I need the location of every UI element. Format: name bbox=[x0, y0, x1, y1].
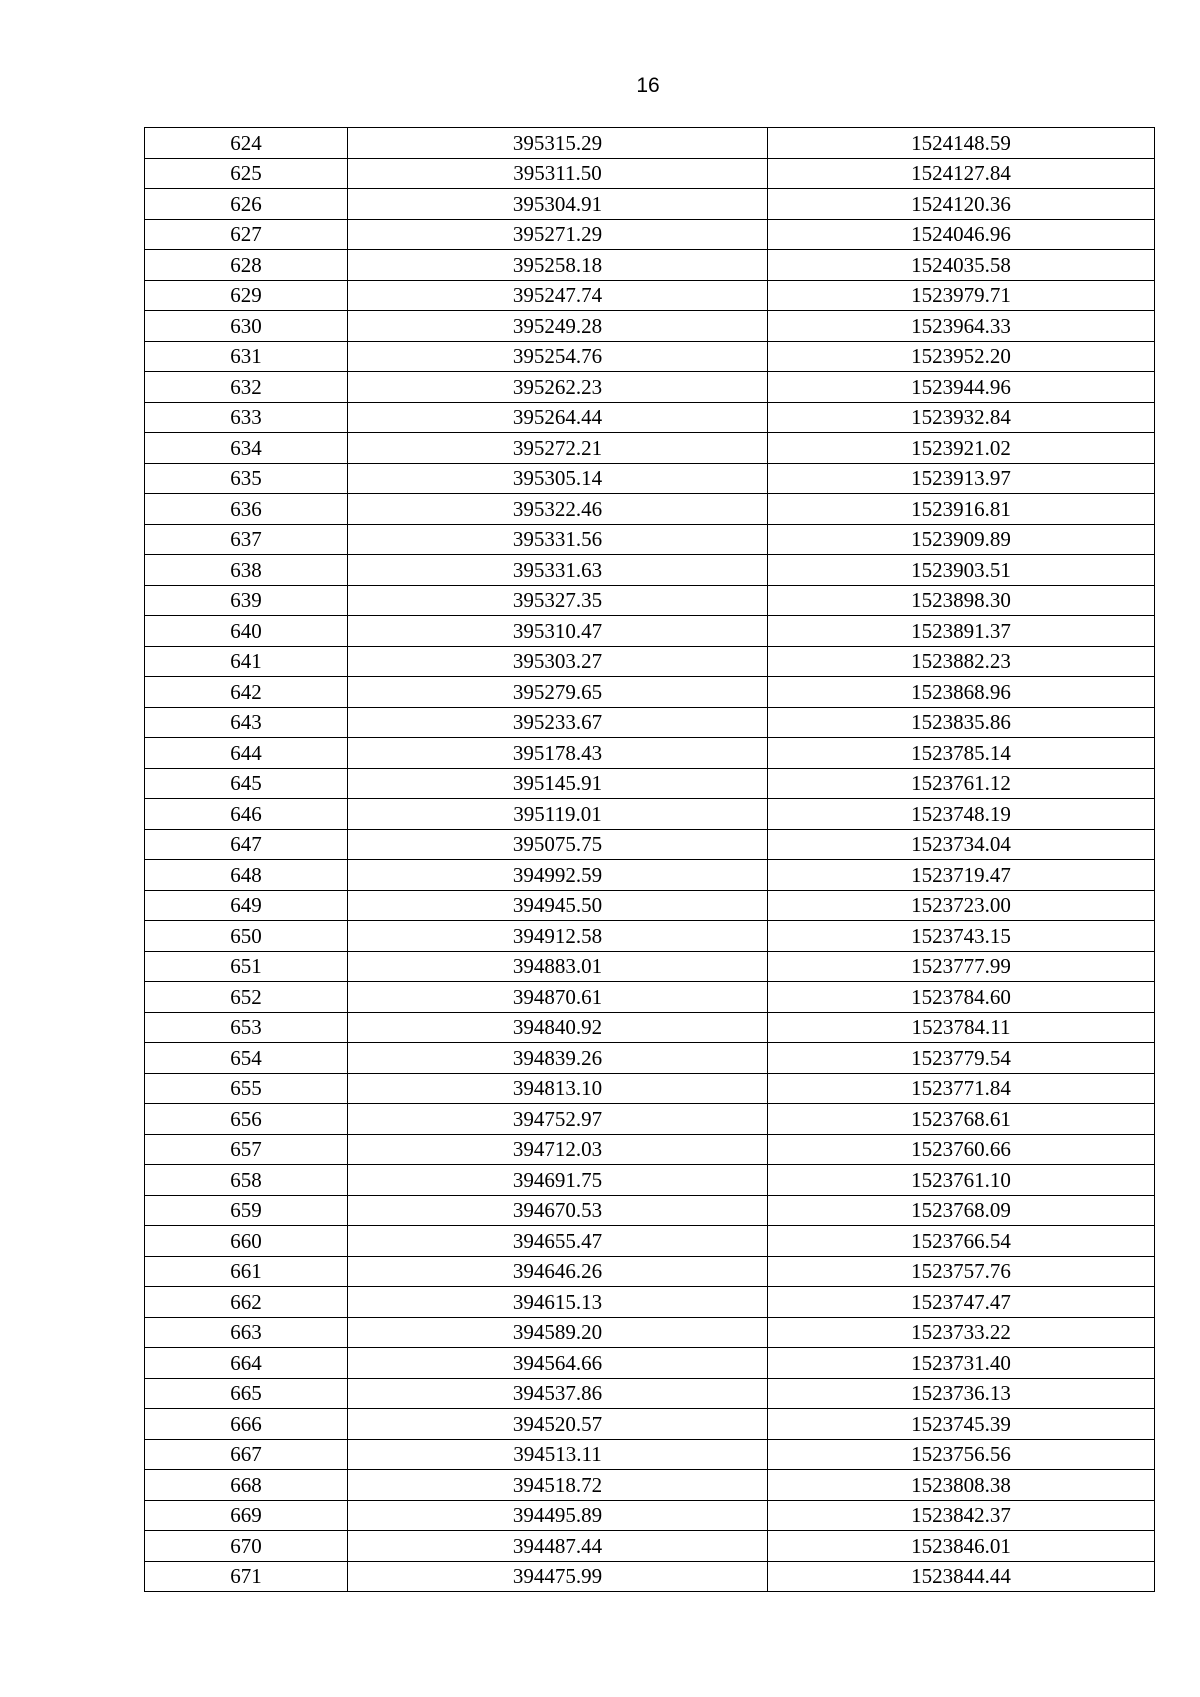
y-coordinate-cell: 1523903.51 bbox=[768, 555, 1155, 586]
table-row bbox=[145, 1500, 1155, 1531]
table-row bbox=[145, 921, 1155, 952]
point-number-cell: 629 bbox=[145, 280, 348, 311]
table-row bbox=[145, 219, 1155, 250]
point-number-cell: 626 bbox=[145, 189, 348, 220]
x-coordinate-cell: 394992.59 bbox=[348, 860, 768, 891]
table-row bbox=[145, 189, 1155, 220]
table-row bbox=[145, 951, 1155, 982]
x-coordinate-cell: 395233.67 bbox=[348, 707, 768, 738]
table-row bbox=[145, 1531, 1155, 1562]
y-coordinate-cell: 1523784.60 bbox=[768, 982, 1155, 1013]
x-coordinate-cell: 394840.92 bbox=[348, 1012, 768, 1043]
x-coordinate-cell: 394912.58 bbox=[348, 921, 768, 952]
y-coordinate-cell: 1523921.02 bbox=[768, 433, 1155, 464]
table-row bbox=[145, 890, 1155, 921]
point-number-cell: 624 bbox=[145, 128, 348, 159]
table-row bbox=[145, 524, 1155, 555]
table-row bbox=[145, 1073, 1155, 1104]
y-coordinate-cell: 1523756.56 bbox=[768, 1439, 1155, 1470]
point-number-cell: 644 bbox=[145, 738, 348, 769]
page-number: 16 bbox=[636, 74, 660, 97]
y-coordinate-cell: 1524120.36 bbox=[768, 189, 1155, 220]
y-coordinate-cell: 1523768.61 bbox=[768, 1104, 1155, 1135]
y-coordinate-cell: 1523944.96 bbox=[768, 372, 1155, 403]
table-row bbox=[145, 1043, 1155, 1074]
table-row bbox=[145, 372, 1155, 403]
point-number-cell: 627 bbox=[145, 219, 348, 250]
x-coordinate-cell: 395303.27 bbox=[348, 646, 768, 677]
table-row bbox=[145, 494, 1155, 525]
x-coordinate-cell: 395254.76 bbox=[348, 341, 768, 372]
point-number-cell: 650 bbox=[145, 921, 348, 952]
point-number-cell: 662 bbox=[145, 1287, 348, 1318]
y-coordinate-cell: 1523768.09 bbox=[768, 1195, 1155, 1226]
x-coordinate-cell: 395310.47 bbox=[348, 616, 768, 647]
y-coordinate-cell: 1523952.20 bbox=[768, 341, 1155, 372]
y-coordinate-cell: 1523846.01 bbox=[768, 1531, 1155, 1562]
table-row bbox=[145, 860, 1155, 891]
y-coordinate-cell: 1523771.84 bbox=[768, 1073, 1155, 1104]
y-coordinate-cell: 1523932.84 bbox=[768, 402, 1155, 433]
x-coordinate-cell: 394646.26 bbox=[348, 1256, 768, 1287]
table-row bbox=[145, 1287, 1155, 1318]
y-coordinate-cell: 1523835.86 bbox=[768, 707, 1155, 738]
x-coordinate-cell: 395322.46 bbox=[348, 494, 768, 525]
table-row bbox=[145, 1317, 1155, 1348]
point-number-cell: 642 bbox=[145, 677, 348, 708]
point-number-cell: 663 bbox=[145, 1317, 348, 1348]
table-row bbox=[145, 250, 1155, 281]
point-number-cell: 636 bbox=[145, 494, 348, 525]
y-coordinate-cell: 1524127.84 bbox=[768, 158, 1155, 189]
y-coordinate-cell: 1523785.14 bbox=[768, 738, 1155, 769]
y-coordinate-cell: 1523733.22 bbox=[768, 1317, 1155, 1348]
point-number-cell: 659 bbox=[145, 1195, 348, 1226]
y-coordinate-cell: 1523979.71 bbox=[768, 280, 1155, 311]
point-number-cell: 648 bbox=[145, 860, 348, 891]
table-row bbox=[145, 585, 1155, 616]
y-coordinate-cell: 1523743.15 bbox=[768, 921, 1155, 952]
table-row bbox=[145, 1378, 1155, 1409]
table-row bbox=[145, 1470, 1155, 1501]
point-number-cell: 654 bbox=[145, 1043, 348, 1074]
y-coordinate-cell: 1523842.37 bbox=[768, 1500, 1155, 1531]
y-coordinate-cell: 1523964.33 bbox=[768, 311, 1155, 342]
y-coordinate-cell: 1523808.38 bbox=[768, 1470, 1155, 1501]
x-coordinate-cell: 395262.23 bbox=[348, 372, 768, 403]
point-number-cell: 633 bbox=[145, 402, 348, 433]
table-row bbox=[145, 707, 1155, 738]
table-row bbox=[145, 402, 1155, 433]
y-coordinate-cell: 1523745.39 bbox=[768, 1409, 1155, 1440]
point-number-cell: 638 bbox=[145, 555, 348, 586]
x-coordinate-cell: 394752.97 bbox=[348, 1104, 768, 1135]
table-row bbox=[145, 555, 1155, 586]
table-row bbox=[145, 799, 1155, 830]
x-coordinate-cell: 394518.72 bbox=[348, 1470, 768, 1501]
point-number-cell: 635 bbox=[145, 463, 348, 494]
x-coordinate-cell: 394813.10 bbox=[348, 1073, 768, 1104]
point-number-cell: 669 bbox=[145, 1500, 348, 1531]
x-coordinate-cell: 394870.61 bbox=[348, 982, 768, 1013]
table-row bbox=[145, 982, 1155, 1013]
y-coordinate-cell: 1523731.40 bbox=[768, 1348, 1155, 1379]
point-number-cell: 628 bbox=[145, 250, 348, 281]
x-coordinate-cell: 394883.01 bbox=[348, 951, 768, 982]
x-coordinate-cell: 394712.03 bbox=[348, 1134, 768, 1165]
y-coordinate-cell: 1523760.66 bbox=[768, 1134, 1155, 1165]
point-number-cell: 632 bbox=[145, 372, 348, 403]
x-coordinate-cell: 395327.35 bbox=[348, 585, 768, 616]
x-coordinate-cell: 395145.91 bbox=[348, 768, 768, 799]
y-coordinate-cell: 1523777.99 bbox=[768, 951, 1155, 982]
point-number-cell: 640 bbox=[145, 616, 348, 647]
y-coordinate-cell: 1523779.54 bbox=[768, 1043, 1155, 1074]
table-row bbox=[145, 280, 1155, 311]
y-coordinate-cell: 1523898.30 bbox=[768, 585, 1155, 616]
x-coordinate-cell: 395119.01 bbox=[348, 799, 768, 830]
table-row bbox=[145, 616, 1155, 647]
table-row bbox=[145, 1439, 1155, 1470]
point-number-cell: 649 bbox=[145, 890, 348, 921]
y-coordinate-cell: 1523747.47 bbox=[768, 1287, 1155, 1318]
table-row bbox=[145, 829, 1155, 860]
point-number-cell: 660 bbox=[145, 1226, 348, 1257]
y-coordinate-cell: 1523736.13 bbox=[768, 1378, 1155, 1409]
x-coordinate-cell: 395305.14 bbox=[348, 463, 768, 494]
y-coordinate-cell: 1524035.58 bbox=[768, 250, 1155, 281]
coordinates-table bbox=[144, 127, 1155, 1592]
x-coordinate-cell: 395315.29 bbox=[348, 128, 768, 159]
table-row bbox=[145, 463, 1155, 494]
x-coordinate-cell: 395178.43 bbox=[348, 738, 768, 769]
table-row bbox=[145, 1256, 1155, 1287]
y-coordinate-cell: 1523761.10 bbox=[768, 1165, 1155, 1196]
x-coordinate-cell: 395272.21 bbox=[348, 433, 768, 464]
point-number-cell: 651 bbox=[145, 951, 348, 982]
point-number-cell: 645 bbox=[145, 768, 348, 799]
x-coordinate-cell: 394513.11 bbox=[348, 1439, 768, 1470]
x-coordinate-cell: 395075.75 bbox=[348, 829, 768, 860]
x-coordinate-cell: 394564.66 bbox=[348, 1348, 768, 1379]
y-coordinate-cell: 1524148.59 bbox=[768, 128, 1155, 159]
x-coordinate-cell: 394839.26 bbox=[348, 1043, 768, 1074]
y-coordinate-cell: 1523723.00 bbox=[768, 890, 1155, 921]
table-row bbox=[145, 311, 1155, 342]
table-row bbox=[145, 1226, 1155, 1257]
x-coordinate-cell: 394475.99 bbox=[348, 1561, 768, 1592]
point-number-cell: 671 bbox=[145, 1561, 348, 1592]
point-number-cell: 631 bbox=[145, 341, 348, 372]
y-coordinate-cell: 1523757.76 bbox=[768, 1256, 1155, 1287]
point-number-cell: 625 bbox=[145, 158, 348, 189]
x-coordinate-cell: 395258.18 bbox=[348, 250, 768, 281]
point-number-cell: 668 bbox=[145, 1470, 348, 1501]
table-row bbox=[145, 341, 1155, 372]
y-coordinate-cell: 1523734.04 bbox=[768, 829, 1155, 860]
x-coordinate-cell: 395304.91 bbox=[348, 189, 768, 220]
x-coordinate-cell: 395331.63 bbox=[348, 555, 768, 586]
y-coordinate-cell: 1523761.12 bbox=[768, 768, 1155, 799]
point-number-cell: 634 bbox=[145, 433, 348, 464]
x-coordinate-cell: 395331.56 bbox=[348, 524, 768, 555]
point-number-cell: 655 bbox=[145, 1073, 348, 1104]
table-row bbox=[145, 1195, 1155, 1226]
point-number-cell: 666 bbox=[145, 1409, 348, 1440]
point-number-cell: 641 bbox=[145, 646, 348, 677]
point-number-cell: 653 bbox=[145, 1012, 348, 1043]
y-coordinate-cell: 1523766.54 bbox=[768, 1226, 1155, 1257]
table-row bbox=[145, 1561, 1155, 1592]
x-coordinate-cell: 395271.29 bbox=[348, 219, 768, 250]
x-coordinate-cell: 394691.75 bbox=[348, 1165, 768, 1196]
y-coordinate-cell: 1523913.97 bbox=[768, 463, 1155, 494]
x-coordinate-cell: 395311.50 bbox=[348, 158, 768, 189]
point-number-cell: 661 bbox=[145, 1256, 348, 1287]
point-number-cell: 646 bbox=[145, 799, 348, 830]
x-coordinate-cell: 395247.74 bbox=[348, 280, 768, 311]
x-coordinate-cell: 394670.53 bbox=[348, 1195, 768, 1226]
y-coordinate-cell: 1523748.19 bbox=[768, 799, 1155, 830]
y-coordinate-cell: 1523909.89 bbox=[768, 524, 1155, 555]
point-number-cell: 667 bbox=[145, 1439, 348, 1470]
table-row bbox=[145, 1348, 1155, 1379]
x-coordinate-cell: 394615.13 bbox=[348, 1287, 768, 1318]
y-coordinate-cell: 1524046.96 bbox=[768, 219, 1155, 250]
x-coordinate-cell: 395264.44 bbox=[348, 402, 768, 433]
x-coordinate-cell: 394495.89 bbox=[348, 1500, 768, 1531]
table-row bbox=[145, 1409, 1155, 1440]
point-number-cell: 664 bbox=[145, 1348, 348, 1379]
point-number-cell: 647 bbox=[145, 829, 348, 860]
y-coordinate-cell: 1523891.37 bbox=[768, 616, 1155, 647]
table-row bbox=[145, 433, 1155, 464]
table-row bbox=[145, 1165, 1155, 1196]
point-number-cell: 652 bbox=[145, 982, 348, 1013]
x-coordinate-cell: 394945.50 bbox=[348, 890, 768, 921]
x-coordinate-cell: 394537.86 bbox=[348, 1378, 768, 1409]
table-row bbox=[145, 1134, 1155, 1165]
table-row bbox=[145, 1012, 1155, 1043]
point-number-cell: 630 bbox=[145, 311, 348, 342]
y-coordinate-cell: 1523916.81 bbox=[768, 494, 1155, 525]
point-number-cell: 657 bbox=[145, 1134, 348, 1165]
point-number-cell: 656 bbox=[145, 1104, 348, 1135]
point-number-cell: 639 bbox=[145, 585, 348, 616]
x-coordinate-cell: 394589.20 bbox=[348, 1317, 768, 1348]
table-row bbox=[145, 128, 1155, 159]
table-row bbox=[145, 158, 1155, 189]
x-coordinate-cell: 394655.47 bbox=[348, 1226, 768, 1257]
y-coordinate-cell: 1523719.47 bbox=[768, 860, 1155, 891]
y-coordinate-cell: 1523868.96 bbox=[768, 677, 1155, 708]
coordinates-table-body bbox=[145, 128, 1155, 1592]
table-row bbox=[145, 738, 1155, 769]
table-row bbox=[145, 646, 1155, 677]
y-coordinate-cell: 1523844.44 bbox=[768, 1561, 1155, 1592]
point-number-cell: 670 bbox=[145, 1531, 348, 1562]
point-number-cell: 665 bbox=[145, 1378, 348, 1409]
table-row bbox=[145, 677, 1155, 708]
point-number-cell: 643 bbox=[145, 707, 348, 738]
point-number-cell: 658 bbox=[145, 1165, 348, 1196]
table-row bbox=[145, 768, 1155, 799]
y-coordinate-cell: 1523882.23 bbox=[768, 646, 1155, 677]
point-number-cell: 637 bbox=[145, 524, 348, 555]
x-coordinate-cell: 395279.65 bbox=[348, 677, 768, 708]
table-row bbox=[145, 1104, 1155, 1135]
x-coordinate-cell: 394520.57 bbox=[348, 1409, 768, 1440]
y-coordinate-cell: 1523784.11 bbox=[768, 1012, 1155, 1043]
x-coordinate-cell: 394487.44 bbox=[348, 1531, 768, 1562]
x-coordinate-cell: 395249.28 bbox=[348, 311, 768, 342]
